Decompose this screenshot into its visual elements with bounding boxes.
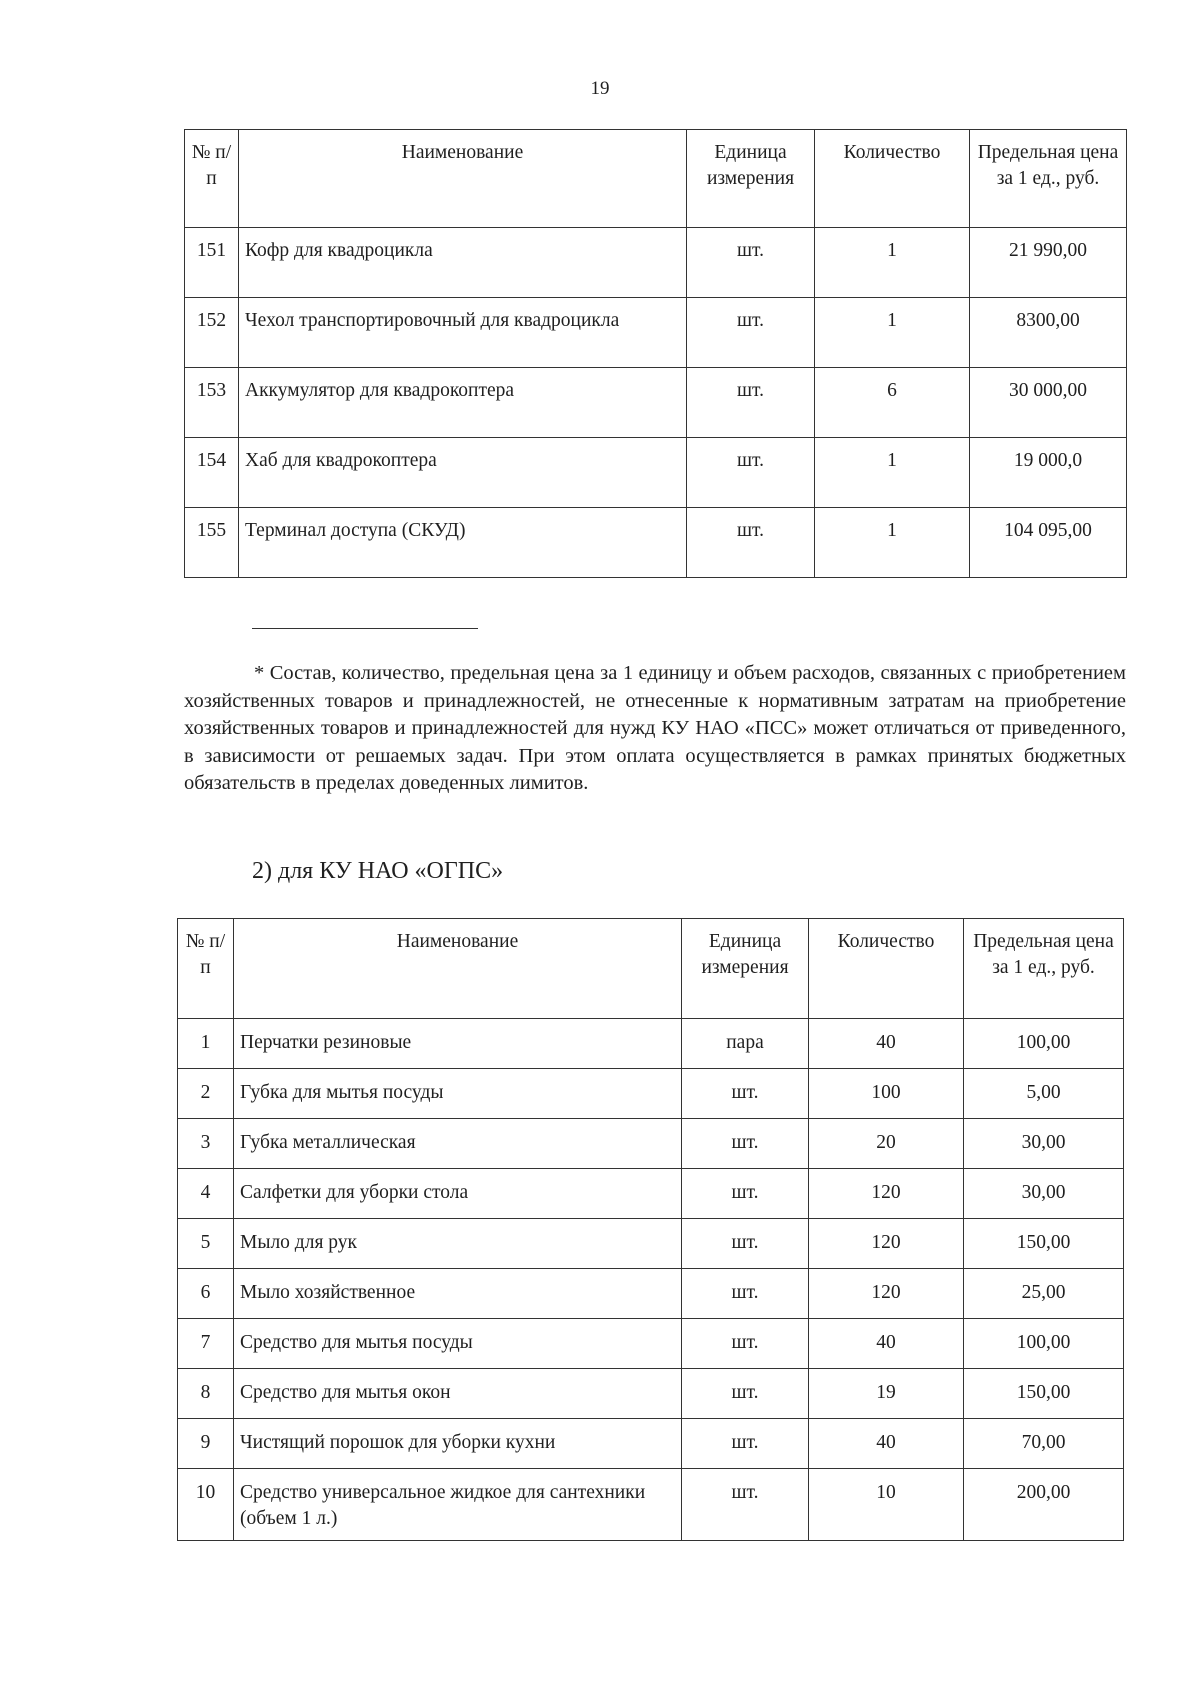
row-unit: шт. [687,508,815,578]
row-unit: шт. [687,438,815,508]
row-price: 100,00 [964,1319,1124,1369]
header-unit: Единица измерения [687,130,815,228]
row-name: Аккумулятор для квадрокоптера [239,368,687,438]
header-unit: Единица измерения [682,919,809,1019]
table-row [178,1219,1124,1269]
table-row [185,298,1127,368]
row-num: 2 [178,1069,234,1119]
header-price: Предельная цена за 1 ед., руб. [964,919,1124,1019]
row-num: 3 [178,1119,234,1169]
table-row [185,368,1127,438]
row-num: 152 [185,298,239,368]
row-qty: 1 [815,228,970,298]
row-price: 8300,00 [970,298,1127,368]
row-name: Средство для мытья посуды [234,1319,682,1369]
row-qty: 20 [809,1119,964,1169]
row-name: Чистящий порошок для уборки кухни [234,1419,682,1469]
row-price: 21 990,00 [970,228,1127,298]
footnote-text: * Состав, количество, предельная цена за 1 единицу и объем расходов, связанных с приобретением хозяйственных товаров и принадлежностей, не отнесенные к нормативным затратам на приобретение хозяйственных товаров и принадлежностей для нужд КУ НАО «ПСС» может отличаться от приведенного, в зависимости от решаемых задач. При этом оплата осуществляется в рамках принятых бюджетных обязательств в пределах доведенных лимитов. [184,662,1126,794]
row-name: Терминал доступа (СКУД) [239,508,687,578]
table-row [178,1019,1124,1069]
table-row [178,1119,1124,1169]
row-unit: шт. [682,1269,809,1319]
row-num: 4 [178,1169,234,1219]
table-row [185,228,1127,298]
row-num: 5 [178,1219,234,1269]
row-name: Кофр для квадроцикла [239,228,687,298]
table-row [178,1169,1124,1219]
row-price: 25,00 [964,1269,1124,1319]
row-unit: шт. [682,1369,809,1419]
row-name: Мыло для рук [234,1219,682,1269]
table-header-row [185,130,1127,228]
row-unit: пара [682,1019,809,1069]
row-qty: 40 [809,1419,964,1469]
row-qty: 19 [809,1369,964,1419]
row-price: 100,00 [964,1019,1124,1069]
row-name: Чехол транспортировочный для квадроцикла [239,298,687,368]
row-name: Мыло хозяйственное [234,1269,682,1319]
row-qty: 120 [809,1219,964,1269]
row-num: 9 [178,1419,234,1469]
table-row [178,1069,1124,1119]
row-price: 70,00 [964,1419,1124,1469]
row-qty: 40 [809,1319,964,1369]
row-num: 1 [178,1019,234,1069]
row-unit: шт. [687,368,815,438]
row-unit: шт. [682,1119,809,1169]
table-row [185,508,1127,578]
row-qty: 1 [815,438,970,508]
row-qty: 120 [809,1269,964,1319]
row-unit: шт. [687,298,815,368]
items-table-pss [184,129,1127,578]
row-num: 7 [178,1319,234,1369]
row-price: 30,00 [964,1119,1124,1169]
header-qty: Количество [815,130,970,228]
row-price: 150,00 [964,1369,1124,1419]
table-row [178,1319,1124,1369]
table-row [178,1419,1124,1469]
row-name: Губка для мытья посуды [234,1069,682,1119]
header-num: № п/п [185,130,239,228]
row-price: 104 095,00 [970,508,1127,578]
row-price: 30,00 [964,1169,1124,1219]
row-price: 5,00 [964,1069,1124,1119]
footnote-divider [252,628,478,629]
row-num: 155 [185,508,239,578]
row-unit: шт. [682,1419,809,1469]
row-num: 8 [178,1369,234,1419]
row-name: Салфетки для уборки стола [234,1169,682,1219]
page-number: 19 [590,78,610,99]
row-price: 30 000,00 [970,368,1127,438]
table-row [178,1269,1124,1319]
row-unit: шт. [682,1319,809,1369]
header-num: № п/п [178,919,234,1019]
table-header-row [178,919,1124,1019]
row-unit: шт. [682,1169,809,1219]
row-name: Перчатки резиновые [234,1019,682,1069]
row-name: Средство универсальное жидкое для сантехники (объем 1 л.) [234,1469,682,1541]
header-name: Наименование [234,919,682,1019]
row-qty: 100 [809,1069,964,1119]
row-unit: шт. [682,1469,809,1541]
row-price: 200,00 [964,1469,1124,1541]
row-unit: шт. [682,1069,809,1119]
row-name: Средство для мытья окон [234,1369,682,1419]
row-unit: шт. [687,228,815,298]
row-price: 19 000,0 [970,438,1127,508]
row-num: 154 [185,438,239,508]
row-qty: 1 [815,298,970,368]
row-num: 153 [185,368,239,438]
row-num: 6 [178,1269,234,1319]
header-name: Наименование [239,130,687,228]
row-name: Губка металлическая [234,1119,682,1169]
section-heading: 2) для КУ НАО «ОГПС» [252,858,504,884]
row-qty: 6 [815,368,970,438]
row-num: 10 [178,1469,234,1541]
items-table-ogps [177,918,1124,1541]
row-name: Хаб для квадрокоптера [239,438,687,508]
row-qty: 10 [809,1469,964,1541]
header-qty: Количество [809,919,964,1019]
header-price: Предельная цена за 1 ед., руб. [970,130,1127,228]
table-row [178,1469,1124,1541]
table-row [185,438,1127,508]
row-qty: 1 [815,508,970,578]
row-num: 151 [185,228,239,298]
table-row [178,1369,1124,1419]
row-unit: шт. [682,1219,809,1269]
row-qty: 40 [809,1019,964,1069]
row-price: 150,00 [964,1219,1124,1269]
row-qty: 120 [809,1169,964,1219]
